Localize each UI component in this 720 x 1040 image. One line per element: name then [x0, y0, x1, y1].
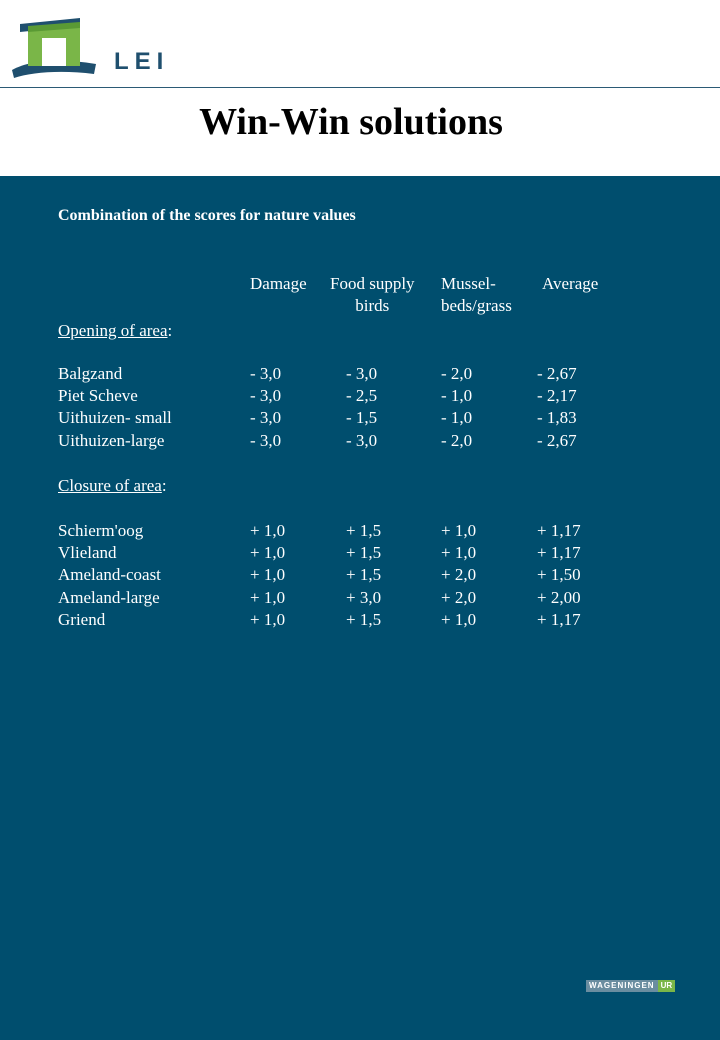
damage-value: - 3,0	[250, 431, 282, 450]
damage-value: + 1,0	[250, 588, 286, 607]
table-row	[0, 587, 720, 609]
row-label: Griend	[58, 610, 106, 629]
opening-section-label: Opening of area:	[58, 321, 173, 340]
table-row	[0, 430, 720, 452]
table-row	[0, 407, 720, 429]
table-row	[0, 363, 720, 385]
wageningen-ur-logo: WAGENINGEN UR	[586, 980, 679, 992]
food-supply-value: - 1,5	[346, 408, 378, 427]
food-supply-value: + 1,5	[346, 543, 382, 562]
average-value: + 1,17	[537, 543, 581, 562]
table-row	[0, 542, 720, 564]
average-value: - 2,17	[537, 386, 577, 405]
row-label: Balgzand	[58, 364, 123, 383]
mussel-beds-value: + 1,0	[441, 610, 477, 629]
table-row	[0, 609, 720, 631]
average-value: + 1,17	[537, 521, 581, 540]
mussel-beds-value: - 2,0	[441, 364, 473, 383]
column-header-food-supply: Food supply birds	[330, 274, 415, 315]
logo-text: LEI	[114, 48, 170, 75]
damage-value: - 3,0	[250, 408, 282, 427]
mussel-beds-value: - 1,0	[441, 408, 473, 427]
average-value: - 1,83	[537, 408, 577, 427]
damage-value: - 3,0	[250, 386, 282, 405]
damage-value: + 1,0	[250, 610, 286, 629]
lei-logo	[10, 14, 170, 82]
section-subtitle: Combination of the scores for nature values	[58, 207, 356, 224]
table-row	[0, 564, 720, 586]
mussel-beds-value: + 2,0	[441, 588, 477, 607]
mussel-beds-value: + 1,0	[441, 521, 477, 540]
average-value: + 1,50	[537, 565, 581, 584]
header-divider	[0, 87, 720, 88]
row-label: Ameland-large	[58, 588, 160, 607]
row-label: Piet Scheve	[58, 386, 138, 405]
row-label: Uithuizen-large	[58, 431, 165, 450]
table-row	[0, 520, 720, 542]
average-value: + 1,17	[537, 610, 581, 629]
slide-header	[0, 0, 720, 176]
damage-value: + 1,0	[250, 521, 286, 540]
mussel-beds-value: + 2,0	[441, 565, 477, 584]
page-title: Win-Win solutions	[199, 101, 503, 143]
row-label: Vlieland	[58, 543, 117, 562]
food-supply-value: - 3,0	[346, 364, 378, 383]
column-header-damage: Damage	[250, 274, 307, 293]
food-supply-value: + 3,0	[346, 588, 382, 607]
column-header-mussel-beds: Mussel- beds/grass	[441, 274, 512, 315]
mussel-beds-value: + 1,0	[441, 543, 477, 562]
lei-logo-icon	[10, 14, 110, 82]
food-supply-value: - 3,0	[346, 431, 378, 450]
row-label: Uithuizen- small	[58, 408, 172, 427]
food-supply-value: - 2,5	[346, 386, 378, 405]
row-label: Ameland-coast	[58, 565, 161, 584]
food-supply-value: + 1,5	[346, 565, 382, 584]
row-label: Schierm'oog	[58, 521, 144, 540]
food-supply-value: + 1,5	[346, 610, 382, 629]
damage-value: + 1,0	[250, 543, 286, 562]
average-value: - 2,67	[537, 431, 577, 450]
food-supply-value: + 1,5	[346, 521, 382, 540]
damage-value: + 1,0	[250, 565, 286, 584]
column-header-average: Average	[542, 274, 599, 293]
average-value: - 2,67	[537, 364, 577, 383]
table-row	[0, 385, 720, 407]
closure-section-label: Closure of area:	[58, 476, 167, 495]
mussel-beds-value: - 2,0	[441, 431, 473, 450]
average-value: + 2,00	[537, 588, 581, 607]
content-panel	[0, 176, 720, 1040]
damage-value: - 3,0	[250, 364, 282, 383]
mussel-beds-value: - 1,0	[441, 386, 473, 405]
